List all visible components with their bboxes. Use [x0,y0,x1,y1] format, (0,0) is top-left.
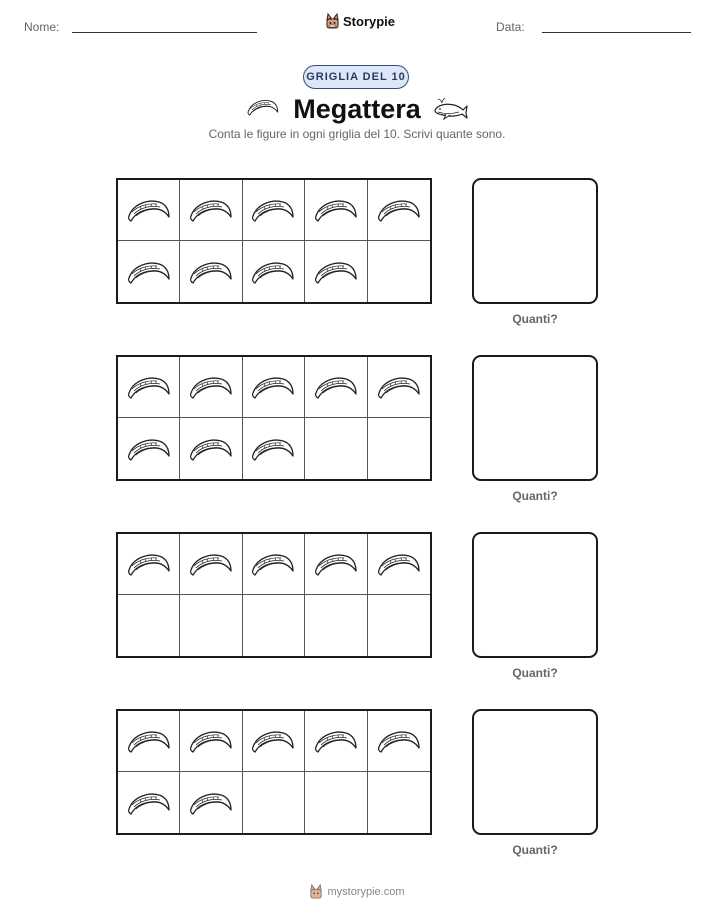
grid-cell [118,534,180,595]
grid-cell [305,418,367,479]
grid-cell [243,772,305,833]
whale-fin-icon [313,372,359,402]
whale-fin-icon [126,726,172,756]
grid-cell [243,357,305,418]
whale-fin-icon [188,372,234,402]
whale-fin-icon [188,788,234,818]
grid-cell [243,418,305,479]
grid-cell [305,180,367,241]
brand-logo [325,13,395,29]
grid-cell [180,711,242,772]
name-label: Nome: [24,20,60,34]
grid-cell [368,595,430,656]
brand-name: Storypie [343,13,396,29]
whale-fin-icon [126,372,172,402]
name-field[interactable] [72,32,257,33]
grid-cell [180,357,242,418]
whale-fin-icon [188,726,234,756]
grid-cell [118,357,180,418]
grid-cell [305,534,367,595]
grid-cell [118,772,180,833]
grid-cell [118,711,180,772]
whale-fin-icon [250,434,296,464]
whale-fin-icon [376,549,422,579]
answer-label-1: Quanti? [512,312,558,326]
whale-fin-icon [313,257,359,287]
whale-fin-icon [376,372,422,402]
grid-cell [243,180,305,241]
grid-cell [118,595,180,656]
whale-fin-icon [188,195,234,225]
whale-fin-icon [126,788,172,818]
grid-cell [368,180,430,241]
grid-cell [368,711,430,772]
whale-fin-icon [126,549,172,579]
answer-label-3: Quanti? [512,666,558,680]
grid-cell [368,418,430,479]
answer-label-4: Quanti? [512,843,558,857]
whale-icon [432,96,468,120]
ten-frame-1 [116,178,432,304]
grid-cell [180,241,242,302]
page-title: Megattera [293,94,421,124]
ten-frame-2 [116,355,432,481]
grid-cell [305,241,367,302]
footer-url: mystorypie.com [327,885,405,898]
whale-fin-icon [250,195,296,225]
answer-label-2: Quanti? [512,489,558,503]
answer-box-4[interactable] [472,709,598,835]
whale-fin-icon [250,549,296,579]
grid-cell [243,534,305,595]
grid-cell [180,534,242,595]
category-badge: GRIGLIA DEL 10 [303,65,409,89]
whale-fin-icon [313,549,359,579]
whale-fin-icon [376,726,422,756]
whale-fin-icon [250,372,296,402]
answer-box-1[interactable] [472,178,598,304]
instructions: Conta le figure in ogni griglia del 10. Scrivi quante sono. [208,127,506,141]
grid-cell [305,595,367,656]
whale-fin-icon [250,726,296,756]
grid-cell [180,595,242,656]
grid-cell [180,418,242,479]
ten-frame-4 [116,709,432,835]
grid-cell [243,241,305,302]
answer-box-3[interactable] [472,532,598,658]
grid-cell [118,241,180,302]
whale-fin-icon [126,257,172,287]
ten-frame-3 [116,532,432,658]
whale-fin-icon [126,195,172,225]
grid-cell [118,180,180,241]
grid-cell [180,180,242,241]
answer-box-2[interactable] [472,355,598,481]
whale-fin-icon [188,257,234,287]
whale-fin-icon [313,195,359,225]
whale-fin-icon [376,195,422,225]
grid-cell [368,357,430,418]
date-field[interactable] [542,32,691,33]
footer [0,884,714,899]
whale-fin-icon [250,257,296,287]
whale-fin-icon [126,434,172,464]
grid-cell [118,418,180,479]
grid-cell [368,241,430,302]
grid-cell [305,711,367,772]
grid-cell [368,534,430,595]
grid-cell [305,357,367,418]
date-label: Data: [496,20,525,34]
whale-fin-icon [188,434,234,464]
grid-cell [368,772,430,833]
whale-fin-icon [188,549,234,579]
grid-cell [180,772,242,833]
cat-mascot-icon [325,13,340,29]
grid-cell [305,772,367,833]
grid-cell [243,711,305,772]
whale-fin-icon [313,726,359,756]
grid-cell [243,595,305,656]
cat-mascot-icon [309,884,323,899]
